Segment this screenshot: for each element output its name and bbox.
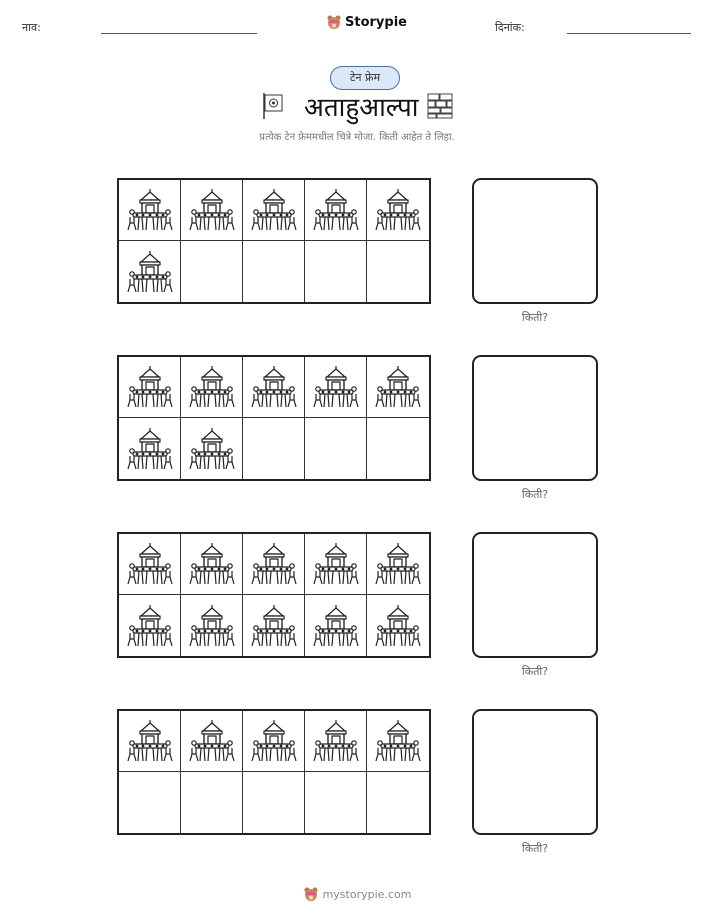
palanquin-icon <box>313 365 359 409</box>
frame-cell <box>367 357 429 418</box>
flag-icon <box>262 92 284 120</box>
topic-badge: टेन फ्रेम <box>330 66 400 90</box>
palanquin-icon <box>251 604 297 648</box>
frame-cell <box>243 357 305 418</box>
frame-cell <box>367 418 429 479</box>
palanquin-icon <box>189 188 235 232</box>
palanquin-icon <box>313 542 359 586</box>
brand-logo <box>326 14 407 30</box>
frame-cell <box>243 241 305 302</box>
palanquin-icon <box>127 719 173 763</box>
page-title: अताहुआल्पा <box>304 93 419 123</box>
frame-cell <box>181 534 243 595</box>
frame-cell <box>367 180 429 241</box>
frame-cell <box>305 772 367 833</box>
frame-cell <box>119 711 181 772</box>
palanquin-icon <box>313 604 359 648</box>
frame-cell <box>119 595 181 656</box>
frame-cell <box>181 180 243 241</box>
frame-cell <box>119 418 181 479</box>
answer-box-1[interactable] <box>472 178 598 304</box>
palanquin-icon <box>251 542 297 586</box>
bear-logo-icon <box>326 14 342 30</box>
palanquin-icon <box>251 719 297 763</box>
frame-cell <box>243 180 305 241</box>
palanquin-icon <box>127 188 173 232</box>
frame-cell <box>119 772 181 833</box>
frame-cell <box>181 711 243 772</box>
frame-cell <box>181 241 243 302</box>
frame-cell <box>181 418 243 479</box>
frame-cell <box>305 595 367 656</box>
frame-cell <box>367 241 429 302</box>
palanquin-icon <box>375 365 421 409</box>
answer-label-2: किती? <box>521 488 549 501</box>
palanquin-icon <box>127 365 173 409</box>
name-label: नाव: <box>22 21 41 34</box>
footer-url: mystorypie.com <box>322 887 412 901</box>
frame-cell <box>119 241 181 302</box>
frame-cell <box>367 534 429 595</box>
frame-cell <box>181 772 243 833</box>
frame-cell <box>305 241 367 302</box>
name-line[interactable] <box>101 33 257 34</box>
instructions: प्रत्येक टेन फ्रेममधील चित्रे मोजा. किती आहेत ते लिहा. <box>259 132 455 143</box>
frame-cell <box>305 534 367 595</box>
stone-wall-icon <box>427 93 453 119</box>
palanquin-icon <box>189 604 235 648</box>
palanquin-icon <box>375 542 421 586</box>
frame-cell <box>243 534 305 595</box>
date-line[interactable] <box>567 33 691 34</box>
frame-cell <box>367 711 429 772</box>
frame-cell <box>119 534 181 595</box>
palanquin-icon <box>189 719 235 763</box>
palanquin-icon <box>375 188 421 232</box>
palanquin-icon <box>189 365 235 409</box>
ten-frame-1 <box>117 178 431 304</box>
frame-cell <box>181 357 243 418</box>
frame-cell <box>119 180 181 241</box>
palanquin-icon <box>375 719 421 763</box>
frame-cell <box>305 357 367 418</box>
palanquin-icon <box>251 365 297 409</box>
palanquin-icon <box>313 719 359 763</box>
palanquin-icon <box>127 250 173 294</box>
ten-frame-4 <box>117 709 431 835</box>
palanquin-icon <box>251 188 297 232</box>
palanquin-icon <box>127 542 173 586</box>
palanquin-icon <box>189 542 235 586</box>
answer-box-3[interactable] <box>472 532 598 658</box>
frame-cell <box>367 595 429 656</box>
frame-cell <box>243 711 305 772</box>
frame-cell <box>243 595 305 656</box>
frame-cell <box>305 711 367 772</box>
footer <box>0 886 714 902</box>
ten-frame-3 <box>117 532 431 658</box>
bear-logo-icon <box>303 886 319 902</box>
frame-cell <box>243 418 305 479</box>
palanquin-icon <box>189 427 235 471</box>
frame-cell <box>367 772 429 833</box>
ten-frame-2 <box>117 355 431 481</box>
brand-name: Storypie <box>345 14 407 30</box>
palanquin-icon <box>127 427 173 471</box>
date-label: दिनांक: <box>495 21 525 34</box>
frame-cell <box>181 595 243 656</box>
answer-label-1: किती? <box>521 311 549 324</box>
frame-cell <box>119 357 181 418</box>
frame-cell <box>305 180 367 241</box>
answer-box-4[interactable] <box>472 709 598 835</box>
answer-label-4: किती? <box>521 842 549 855</box>
palanquin-icon <box>375 604 421 648</box>
frame-cell <box>305 418 367 479</box>
answer-box-2[interactable] <box>472 355 598 481</box>
palanquin-icon <box>313 188 359 232</box>
palanquin-icon <box>127 604 173 648</box>
answer-label-3: किती? <box>521 665 549 678</box>
frame-cell <box>243 772 305 833</box>
